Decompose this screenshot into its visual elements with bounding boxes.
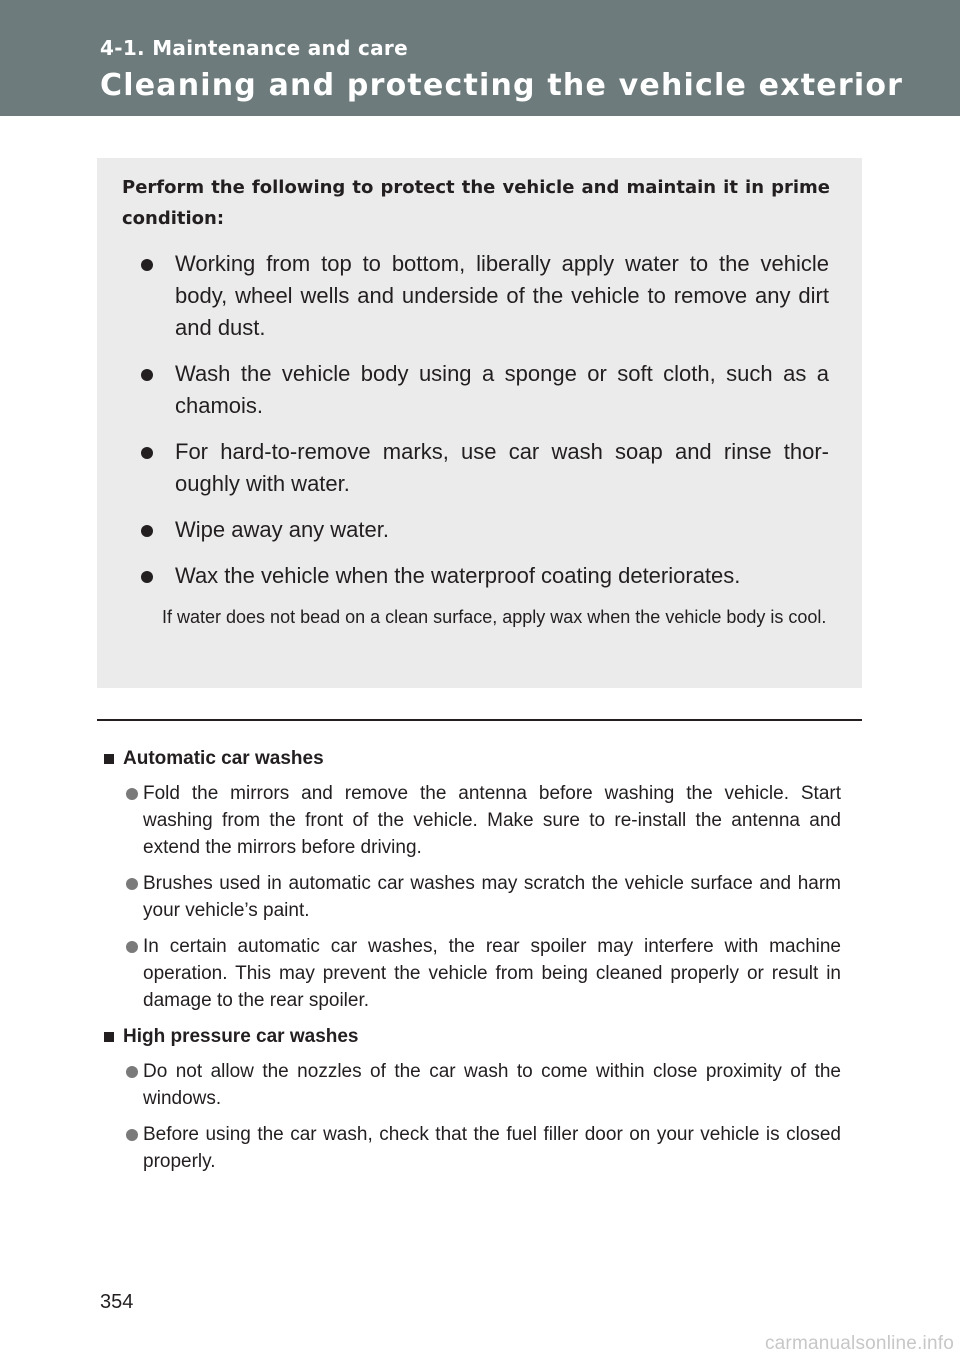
square-bullet-icon — [104, 754, 114, 764]
list-item — [103, 780, 841, 861]
wax-note: If water does not bead on a clean surface, apply wax when the vehicle body is cool. — [162, 607, 827, 627]
list-item — [103, 870, 841, 924]
bullet-icon — [141, 525, 153, 537]
bullet-icon — [141, 571, 153, 583]
step-item — [97, 358, 829, 422]
notes-body — [103, 745, 841, 1184]
list-item — [103, 933, 841, 1014]
bullet-icon — [126, 1129, 138, 1141]
bullet-icon — [141, 259, 153, 271]
item-text: Before using the car wash, check that the fuel filler door on your vehicle is closed properly. — [143, 1124, 841, 1172]
bullet-icon — [141, 447, 153, 459]
step-text: Wipe away any water. — [175, 517, 389, 542]
steps-list — [97, 248, 862, 606]
step-item — [97, 248, 829, 344]
section-divider — [97, 719, 862, 721]
subheading-high-pressure-car-washes — [103, 1023, 841, 1050]
page-title: Cleaning and protecting the vehicle exterior — [100, 68, 904, 103]
bullet-icon — [126, 941, 138, 953]
bullet-icon — [141, 369, 153, 381]
step-item — [97, 560, 829, 592]
step-text: Wax the vehicle when the waterproof coating deteriorates. — [175, 563, 741, 588]
step-item — [97, 436, 829, 500]
list-item — [103, 1058, 841, 1112]
watermark: carmanualsonline.info — [764, 1333, 954, 1354]
subheading-automatic-car-washes — [103, 745, 841, 772]
item-text: In certain automatic car washes, the rear spoiler may interfere with machine operation. This may prevent the vehicle from being cleaned properly or result in damage to the rear spoiler. — [143, 936, 841, 1011]
intro-box — [97, 158, 862, 688]
intro-lead: Perform the following to protect the vehicle and maintain it in prime condition: — [122, 177, 830, 229]
bullet-icon — [126, 878, 138, 890]
chapter-header — [0, 0, 960, 116]
item-text: Fold the mirrors and remove the antenna before washing the vehicle. Start washing from the front of the vehicle. Make sure to re-install the antenna and extend the mirrors before driving. — [143, 783, 841, 858]
item-text: Brushes used in automatic car washes may scratch the vehicle surface and harm your vehicle’s paint. — [143, 873, 841, 921]
square-bullet-icon — [104, 1032, 114, 1042]
step-text: For hard-to-remove marks, use car wash soap and rinse thor-oughly with water. — [175, 439, 829, 496]
page-number: 354 — [100, 1291, 134, 1313]
step-text: Wash the vehicle body using a sponge or soft cloth, such as a chamois. — [175, 361, 829, 418]
item-text: Do not allow the nozzles of the car wash to come within close proximity of the windows. — [143, 1061, 841, 1109]
step-item — [97, 514, 829, 546]
section-label: 4-1. Maintenance and care — [100, 36, 408, 60]
step-text: Working from top to bottom, liberally apply water to the vehicle body, wheel wells and underside of the vehicle to remove any dirt and dust. — [175, 251, 829, 340]
subheading-text: High pressure car washes — [123, 1026, 359, 1047]
bullet-icon — [126, 788, 138, 800]
subheading-text: Automatic car washes — [123, 748, 324, 769]
list-item — [103, 1121, 841, 1175]
bullet-icon — [126, 1066, 138, 1078]
